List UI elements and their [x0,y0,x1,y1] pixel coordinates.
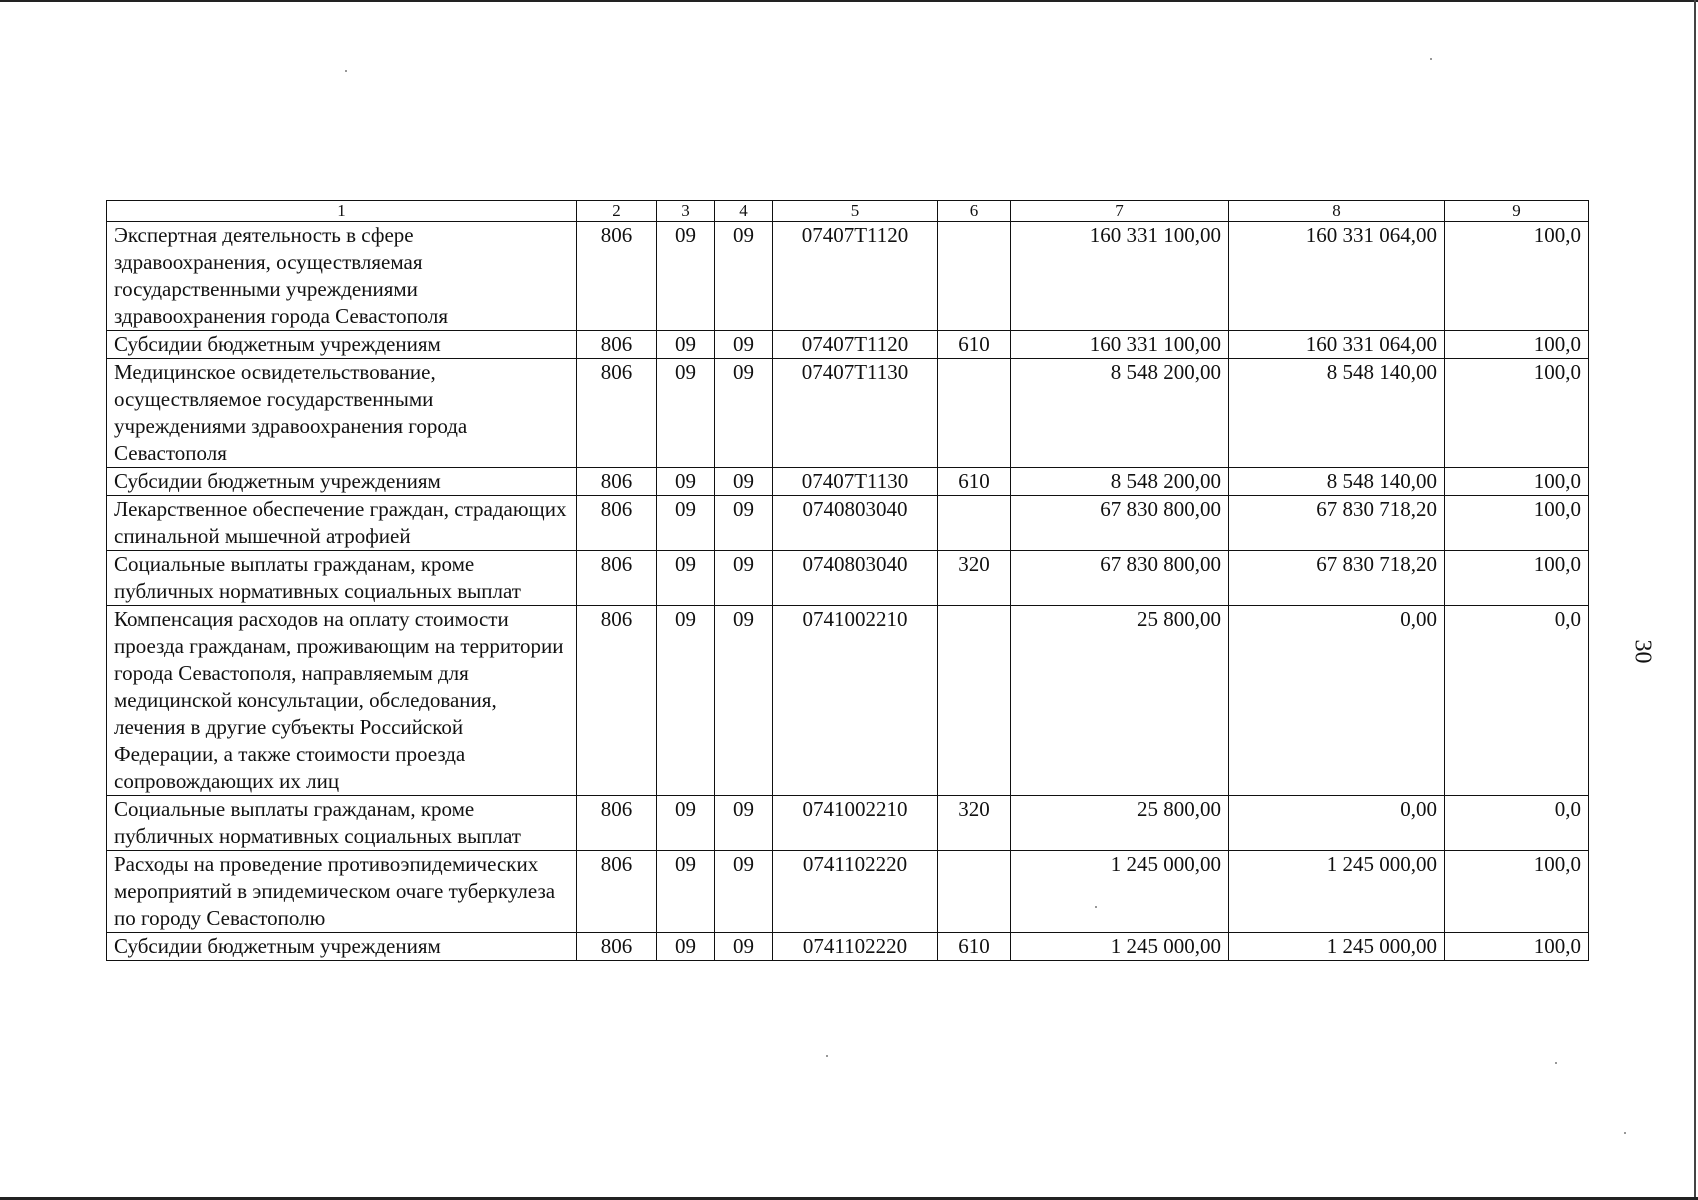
execution-percent: 0,0 [1445,606,1589,796]
ministry-code: 806 [577,331,657,359]
executed-amount: 0,00 [1229,796,1445,851]
expense-name: Субсидии бюджетным учреждениям [107,331,577,359]
execution-percent: 100,0 [1445,331,1589,359]
approved-amount: 8 548 200,00 [1011,359,1229,468]
table-row [107,496,1589,551]
section-code: 09 [657,359,715,468]
subsection-code: 09 [715,851,773,933]
executed-amount: 0,00 [1229,606,1445,796]
column-number-row [107,201,1589,222]
scan-edge-top [0,0,1698,2]
ministry-code: 806 [577,551,657,606]
target-article-code: 0740803040 [773,496,938,551]
ministry-code: 806 [577,933,657,961]
approved-amount: 67 830 800,00 [1011,551,1229,606]
table-row [107,359,1589,468]
ministry-code: 806 [577,851,657,933]
target-article-code: 07407Т1120 [773,222,938,331]
ministry-code: 806 [577,796,657,851]
executed-amount: 8 548 140,00 [1229,359,1445,468]
approved-amount: 160 331 100,00 [1011,222,1229,331]
target-article-code: 0741002210 [773,796,938,851]
scan-speck [826,1055,828,1057]
executed-amount: 8 548 140,00 [1229,468,1445,496]
target-article-code: 07407Т1130 [773,468,938,496]
table-row [107,551,1589,606]
section-code: 09 [657,331,715,359]
scan-speck [1430,58,1432,60]
target-article-code: 0740803040 [773,551,938,606]
subsection-code: 09 [715,359,773,468]
expense-type-code: 320 [938,796,1011,851]
expense-type-code: 610 [938,331,1011,359]
section-code: 09 [657,468,715,496]
execution-percent: 0,0 [1445,796,1589,851]
execution-percent: 100,0 [1445,496,1589,551]
execution-percent: 100,0 [1445,468,1589,496]
subsection-code: 09 [715,933,773,961]
execution-percent: 100,0 [1445,933,1589,961]
expense-name: Медицинское освидетельствование, осуществляемое государственными учреждениями здравоохранения города Севастополя [107,359,577,468]
expense-type-code [938,851,1011,933]
column-number-5: 5 [773,201,938,222]
expense-type-code [938,359,1011,468]
expense-name: Лекарственное обеспечение граждан, страдающих спинальной мышечной атрофией [107,496,577,551]
expense-type-code [938,222,1011,331]
subsection-code: 09 [715,606,773,796]
execution-percent: 100,0 [1445,222,1589,331]
scan-speck [1555,1062,1557,1064]
column-number-2: 2 [577,201,657,222]
column-number-8: 8 [1229,201,1445,222]
section-code: 09 [657,496,715,551]
ministry-code: 806 [577,606,657,796]
executed-amount: 1 245 000,00 [1229,851,1445,933]
expense-name: Компенсация расходов на оплату стоимости проезда гражданам, проживающим на территории города Севастополя, направляемым для медицинской консультации, обследования, лечения в другие субъекты Российской Федерации, а также стоимости проезда сопровождающих их лиц [107,606,577,796]
column-number-1: 1 [107,201,577,222]
budget-execution-table [106,200,1589,961]
execution-percent: 100,0 [1445,851,1589,933]
scan-speck [345,70,347,72]
target-article-code: 0741002210 [773,606,938,796]
executed-amount: 67 830 718,20 [1229,551,1445,606]
scan-edge-right [1694,0,1696,1200]
executed-amount: 160 331 064,00 [1229,331,1445,359]
executed-amount: 1 245 000,00 [1229,933,1445,961]
expense-name: Социальные выплаты гражданам, кроме публичных нормативных социальных выплат [107,796,577,851]
approved-amount: 8 548 200,00 [1011,468,1229,496]
expense-name: Социальные выплаты гражданам, кроме публичных нормативных социальных выплат [107,551,577,606]
table-row [107,331,1589,359]
expense-type-code [938,606,1011,796]
subsection-code: 09 [715,796,773,851]
subsection-code: 09 [715,551,773,606]
expense-name: Субсидии бюджетным учреждениям [107,468,577,496]
target-article-code: 07407Т1130 [773,359,938,468]
approved-amount: 25 800,00 [1011,796,1229,851]
approved-amount: 1 245 000,00 [1011,851,1229,933]
ministry-code: 806 [577,496,657,551]
executed-amount: 67 830 718,20 [1229,496,1445,551]
expense-type-code: 610 [938,933,1011,961]
section-code: 09 [657,222,715,331]
column-number-4: 4 [715,201,773,222]
column-number-6: 6 [938,201,1011,222]
expense-name: Субсидии бюджетным учреждениям [107,933,577,961]
subsection-code: 09 [715,468,773,496]
column-number-7: 7 [1011,201,1229,222]
subsection-code: 09 [715,331,773,359]
ministry-code: 806 [577,222,657,331]
executed-amount: 160 331 064,00 [1229,222,1445,331]
target-article-code: 0741102220 [773,933,938,961]
expense-type-code: 610 [938,468,1011,496]
table-row [107,606,1589,796]
section-code: 09 [657,606,715,796]
scan-speck [1624,1132,1626,1134]
execution-percent: 100,0 [1445,551,1589,606]
section-code: 09 [657,551,715,606]
table-row [107,851,1589,933]
execution-percent: 100,0 [1445,359,1589,468]
target-article-code: 07407Т1120 [773,331,938,359]
ministry-code: 806 [577,359,657,468]
table-row [107,933,1589,961]
column-number-9: 9 [1445,201,1589,222]
section-code: 09 [657,796,715,851]
expense-type-code: 320 [938,551,1011,606]
ministry-code: 806 [577,468,657,496]
approved-amount: 25 800,00 [1011,606,1229,796]
approved-amount: 67 830 800,00 [1011,496,1229,551]
table-row [107,796,1589,851]
expense-name: Экспертная деятельность в сфере здравоохранения, осуществляемая государственными учреждениями здравоохранения города Севастополя [107,222,577,331]
approved-amount: 1 245 000,00 [1011,933,1229,961]
expense-name: Расходы на проведение противоэпидемических мероприятий в эпидемическом очаге туберкулеза по городу Севастополю [107,851,577,933]
table-row [107,222,1589,331]
section-code: 09 [657,851,715,933]
table-row [107,468,1589,496]
subsection-code: 09 [715,496,773,551]
expense-type-code [938,496,1011,551]
approved-amount: 160 331 100,00 [1011,331,1229,359]
column-number-3: 3 [657,201,715,222]
target-article-code: 0741102220 [773,851,938,933]
subsection-code: 09 [715,222,773,331]
page-number: 30 [1629,639,1656,664]
section-code: 09 [657,933,715,961]
